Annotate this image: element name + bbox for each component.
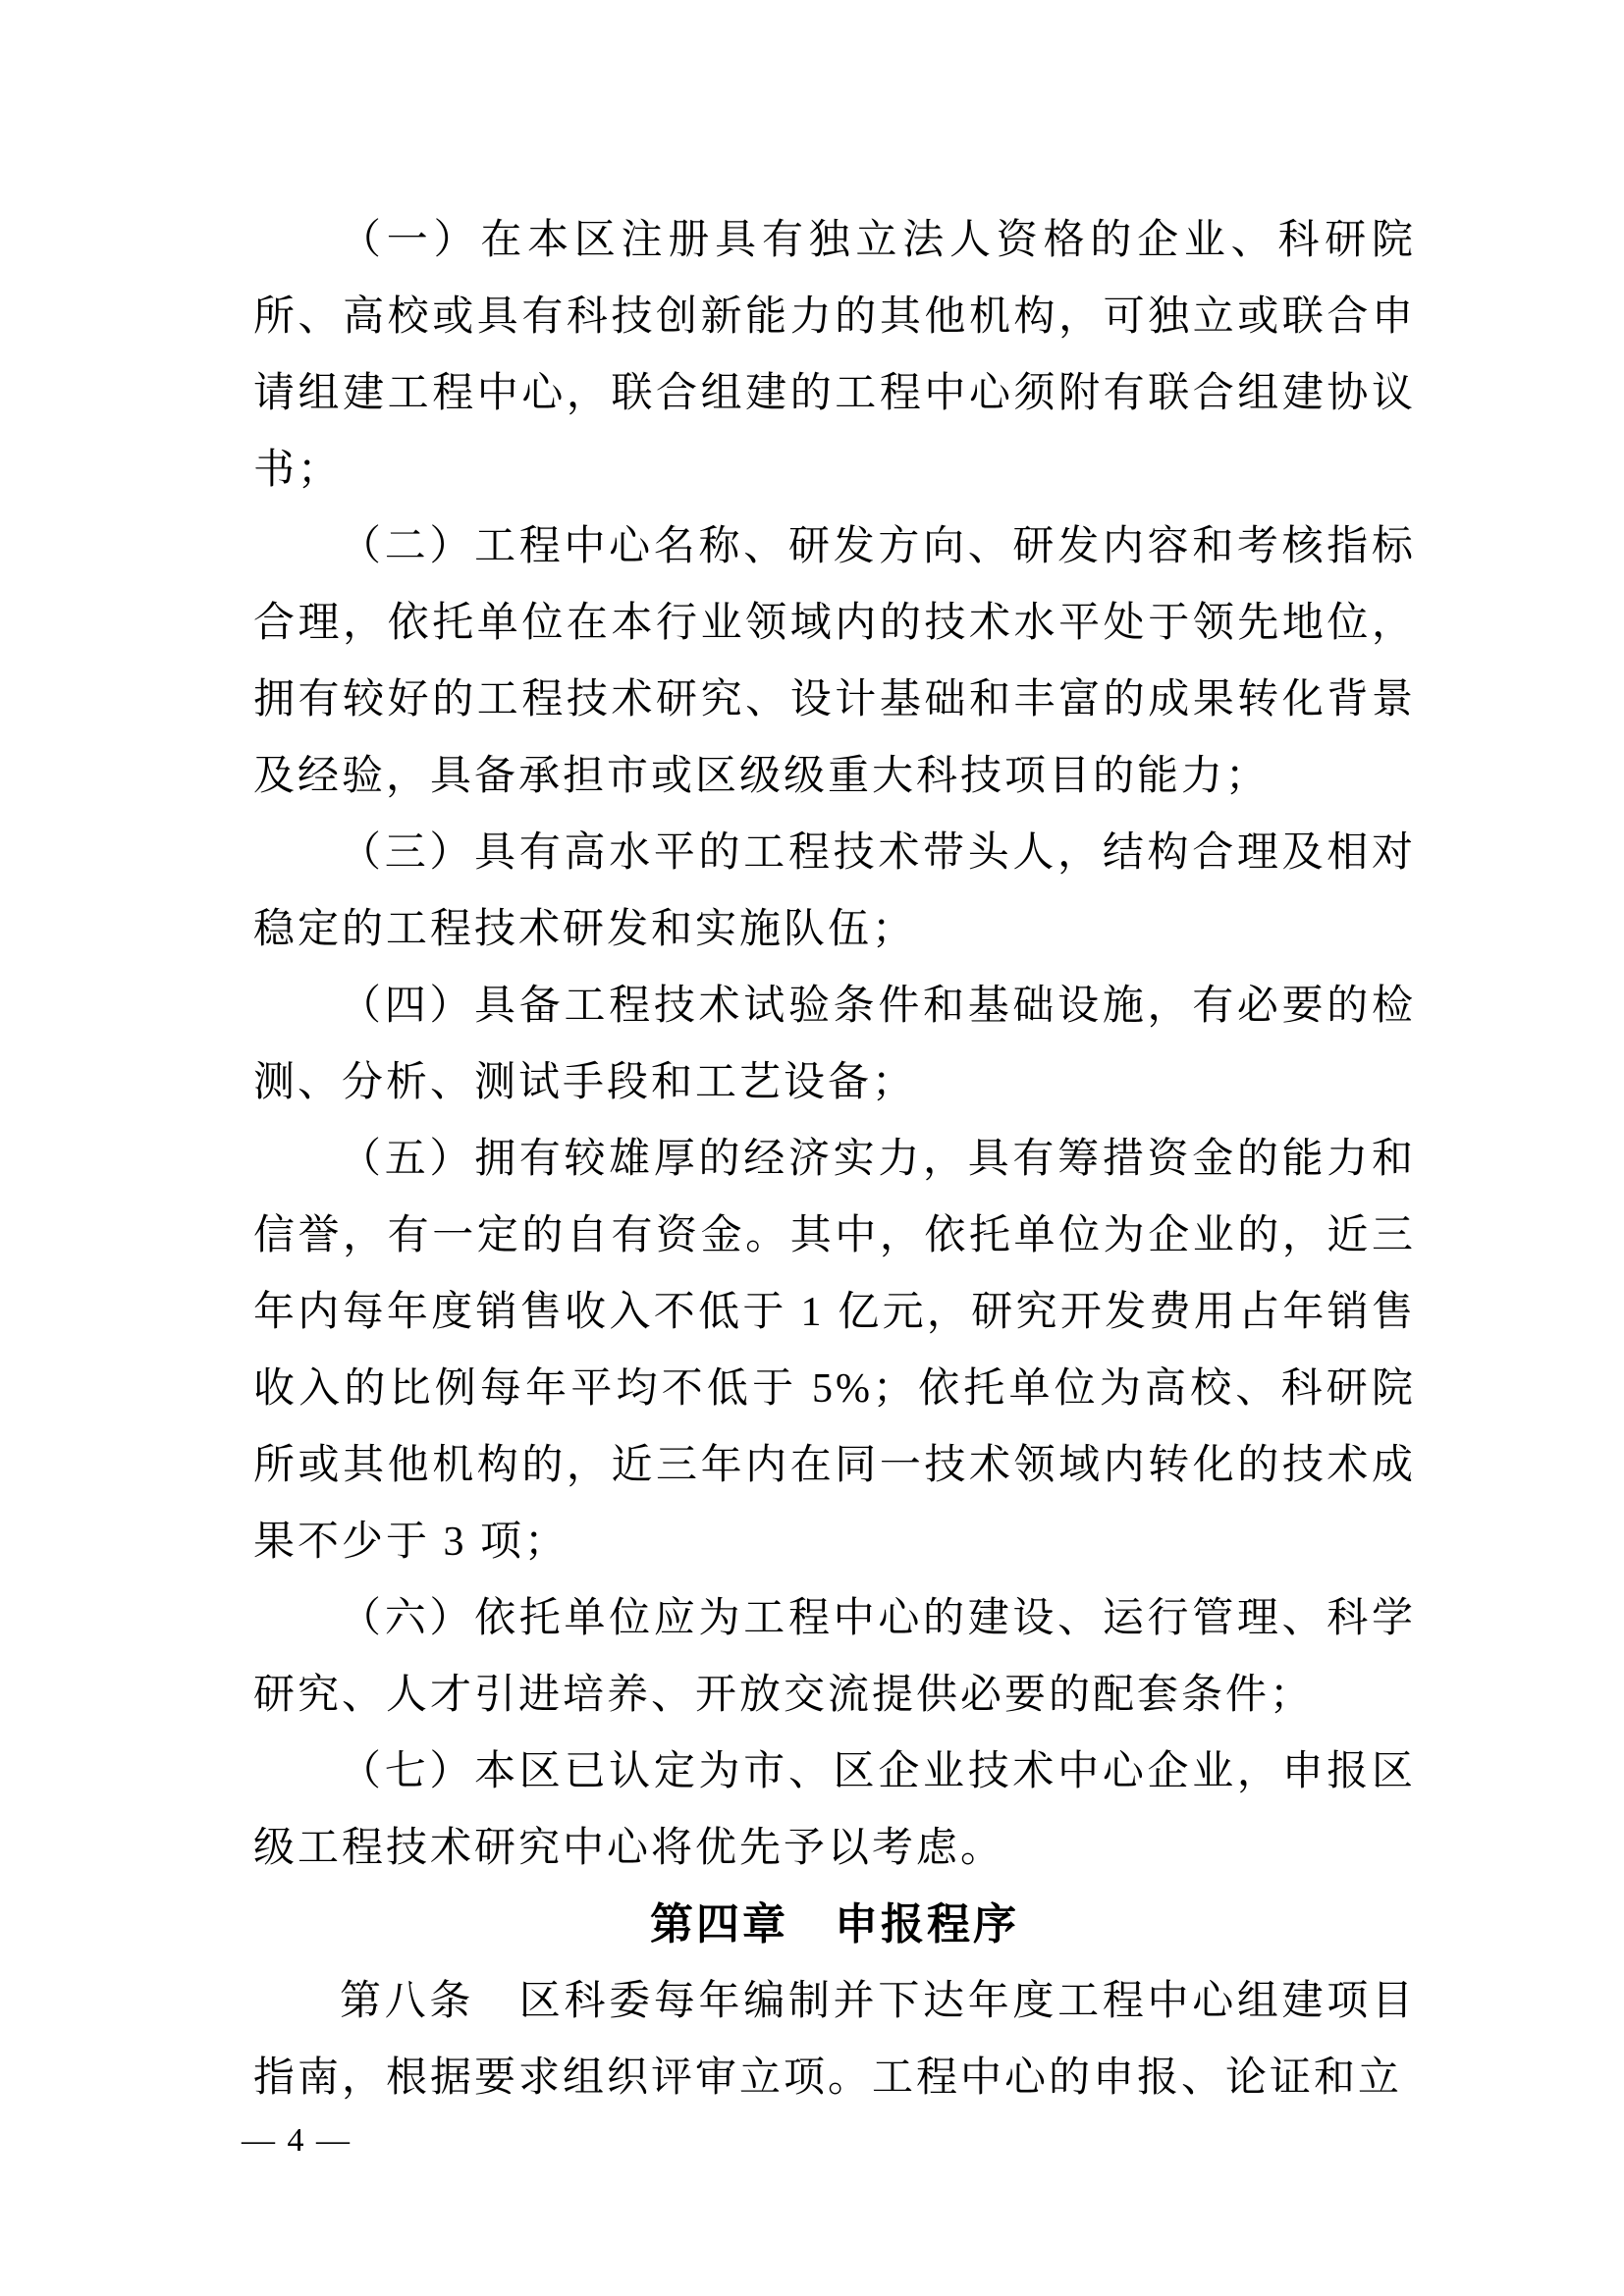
page-number: — 4 — — [242, 2122, 352, 2159]
clause-5: （五）拥有较雄厚的经济实力，具有筹措资金的能力和信誉，有一定的自有资金。其中，依托单位为企业的，近三年内每年度销售收入不低于 1 亿元，研究开发费用占年销售收入的比例每年平均不低于 5%；依托单位为高校、科研院所或其他机构的，近三年内在同一技术领域内转化的技术成果不少于 3 项； — [253, 1137, 1416, 1565]
clause-4: （四）具备工程技术试验条件和基础设施，有必要的检测、分析、测试手段和工艺设备； — [253, 984, 1416, 1105]
clause-6: （六）依托单位应为工程中心的建设、运行管理、科学研究、人才引进培养、开放交流提供必要的配套条件； — [253, 1596, 1416, 1718]
clause-1: （一）在本区注册具有独立法人资格的企业、科研院所、高校或具有科技创新能力的其他机构，可独立或联合申请组建工程中心，联合组建的工程中心须附有联合组建协议书； — [253, 218, 1416, 493]
clause-3: （三）具有高水平的工程技术带头人，结构合理及相对稳定的工程技术研发和实施队伍； — [253, 830, 1416, 952]
chapter-heading: 第四章 申报程序 — [650, 1900, 1019, 1949]
clause-2: （二）工程中心名称、研发方向、研发内容和考核指标合理，依托单位在本行业领域内的技术水平处于领先地位，拥有较好的工程技术研究、设计基础和丰富的成果转化背景及经验，具备承担市或区级级重大科技项目的能力； — [253, 524, 1416, 799]
article-8-paragraph: 第八条 区科委每年编制并下达年度工程中心组建项目指南，根据要求组织评审立项。工程中心的申报、论证和立 — [253, 1979, 1416, 2101]
clause-7: （七）本区已认定为市、区企业技术中心企业，申报区级工程技术研究中心将优先予以考虑。 — [253, 1749, 1416, 1871]
document-content — [253, 202, 1416, 2116]
